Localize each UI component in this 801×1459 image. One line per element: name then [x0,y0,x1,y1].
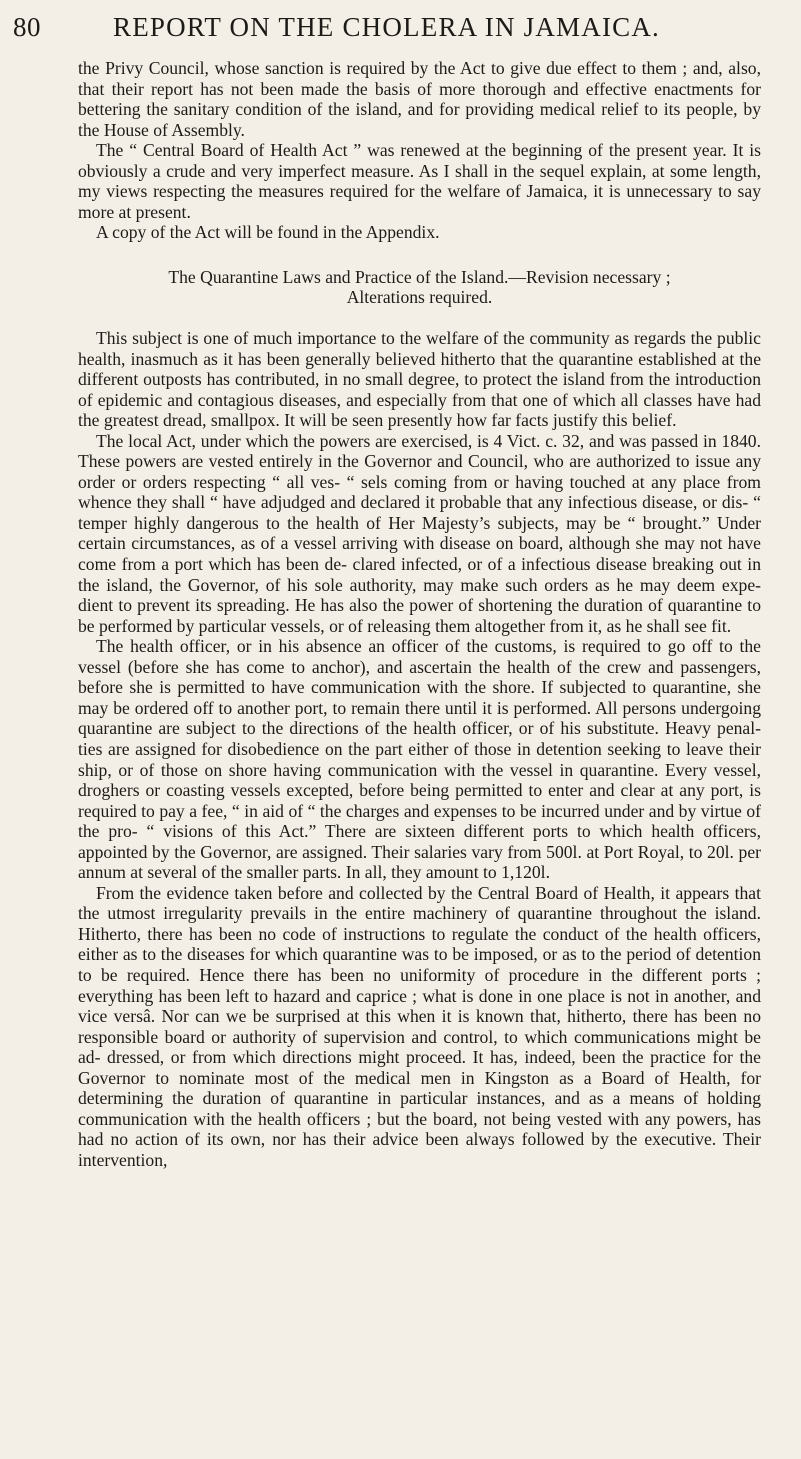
paragraph: the Privy Council, whose sanction is required by the Act to give due effect to them ; and, also, that their report has not been made the basis of more thorough and effective enactments for bettering the sanitary condition of the island, and for providing medical relief to its people, by the House of Assembly. [78,58,761,140]
running-title: REPORT ON THE CHOLERA IN JAMAICA. [113,12,661,42]
paragraph: The “ Central Board of Health Act ” was renewed at the beginning of the present year. It is obviously a crude and very imperfect measure. As I shall in the sequel explain, at some length, my views respecting the measures required for the welfare of Jamaica, it is unnecessary to say more at present. [78,140,761,222]
section-heading-line: The Quarantine Laws and Practice of the Island.—Revision necessary ; [168,266,671,287]
paragraph: The health officer, or in his absence an officer of the customs, is required to go off to the vessel (before she has come to anchor), and ascertain the health of the crew and passengers, before she is permitted to have communication with the shore. If subjected to quarantine, she may be ordered off to another port, to remain there until it is performed. All persons undergoing quarantine are subject to the directions of the health officer, or of his substitute. Heavy penal- ties are assigned for disobedience on the part either of those in detention seeking to leave their ship, or of those on shore having communication with the vessel in quarantine. Every vessel, droghers or coasting vessels excepted, before being permitted to enter and clear at any port, is required to pay a fee, “ in aid of “ the charges and expenses to be incurred under and by virtue of the pro- “ visions of this Act.” There are sixteen different ports to which health officers, appointed by the Governor, are assigned. Their salaries vary from 500l. at Port Royal, to 20l. per annum at several of the smaller parts. In all, they amount to 1,120l. [78,636,761,883]
paragraph: From the evidence taken before and collected by the Central Board of Health, it appears that the utmost irregularity prevails in the entire machinery of quarantine throughout the island. Hitherto, there has been no code of instructions to regulate the conduct of the health officers, either as to the diseases for which quarantine was to be imposed, or as to the period of detention to be required. Hence there has been no uniformity of procedure in the different ports ; everything has been left to hazard and caprice ; what is done in one place is not in another, and vice versâ. Nor can we be surprised at this when it is known that, hitherto, there has been no responsible board or authority of supervision and control, to which communications might be ad- dressed, or from which directions might proceed. It has, indeed, been the practice for the Governor to nominate most of the medical men in Kingston as a Board of Health, for determining the duration of quarantine in particular instances, and as a means of holding communication with the health officers ; but the board, not being vested with any powers, has had no action of its own, nor has their advice been always followed by the executive. Their intervention, [78,882,761,1170]
running-head [13,12,761,58]
paragraph: The local Act, under which the powers are exercised, is 4 Vict. c. 32, and was passed in 1840. These powers are vested entirely in the Governor and Council, who are authorized to issue any order or orders respecting “ all ves- “ sels coming from or having touched at any place from whence they shall “ have adjudged and declared it probable that any infectious disease, or dis- “ temper highly dangerous to the health of Her Majesty’s subjects, may be “ brought.” Under certain circumstances, as of a vessel arriving with disease on board, although she may not have come from a port which has been de- clared infected, or of a infectious disease breaking out in the island, the Governor, of his sole authority, may make such orders as he may deem expe- dient to prevent its spreading. He has also the power of shortening the duration of quarantine to be performed by particular vessels, or of releasing them altogether from it, as he shall see fit. [78,430,761,636]
body-text [78,58,761,1170]
page-number: 80 [13,12,41,42]
section-heading [78,267,761,308]
paragraph: A copy of the Act will be found in the Appendix. [96,222,440,243]
section-heading-line: Alterations required. [346,287,493,308]
paragraph: This subject is one of much importance to the welfare of the community as regards the public health, inasmuch as it has been generally believed hitherto that the quarantine established at the different outposts has contributed, in no small degree, to protect the island from the introduction of epidemic and contagious diseases, and especially from that one of which all classes have had the greatest dread, smallpox. It will be seen presently how far facts justify this belief. [78,328,761,431]
